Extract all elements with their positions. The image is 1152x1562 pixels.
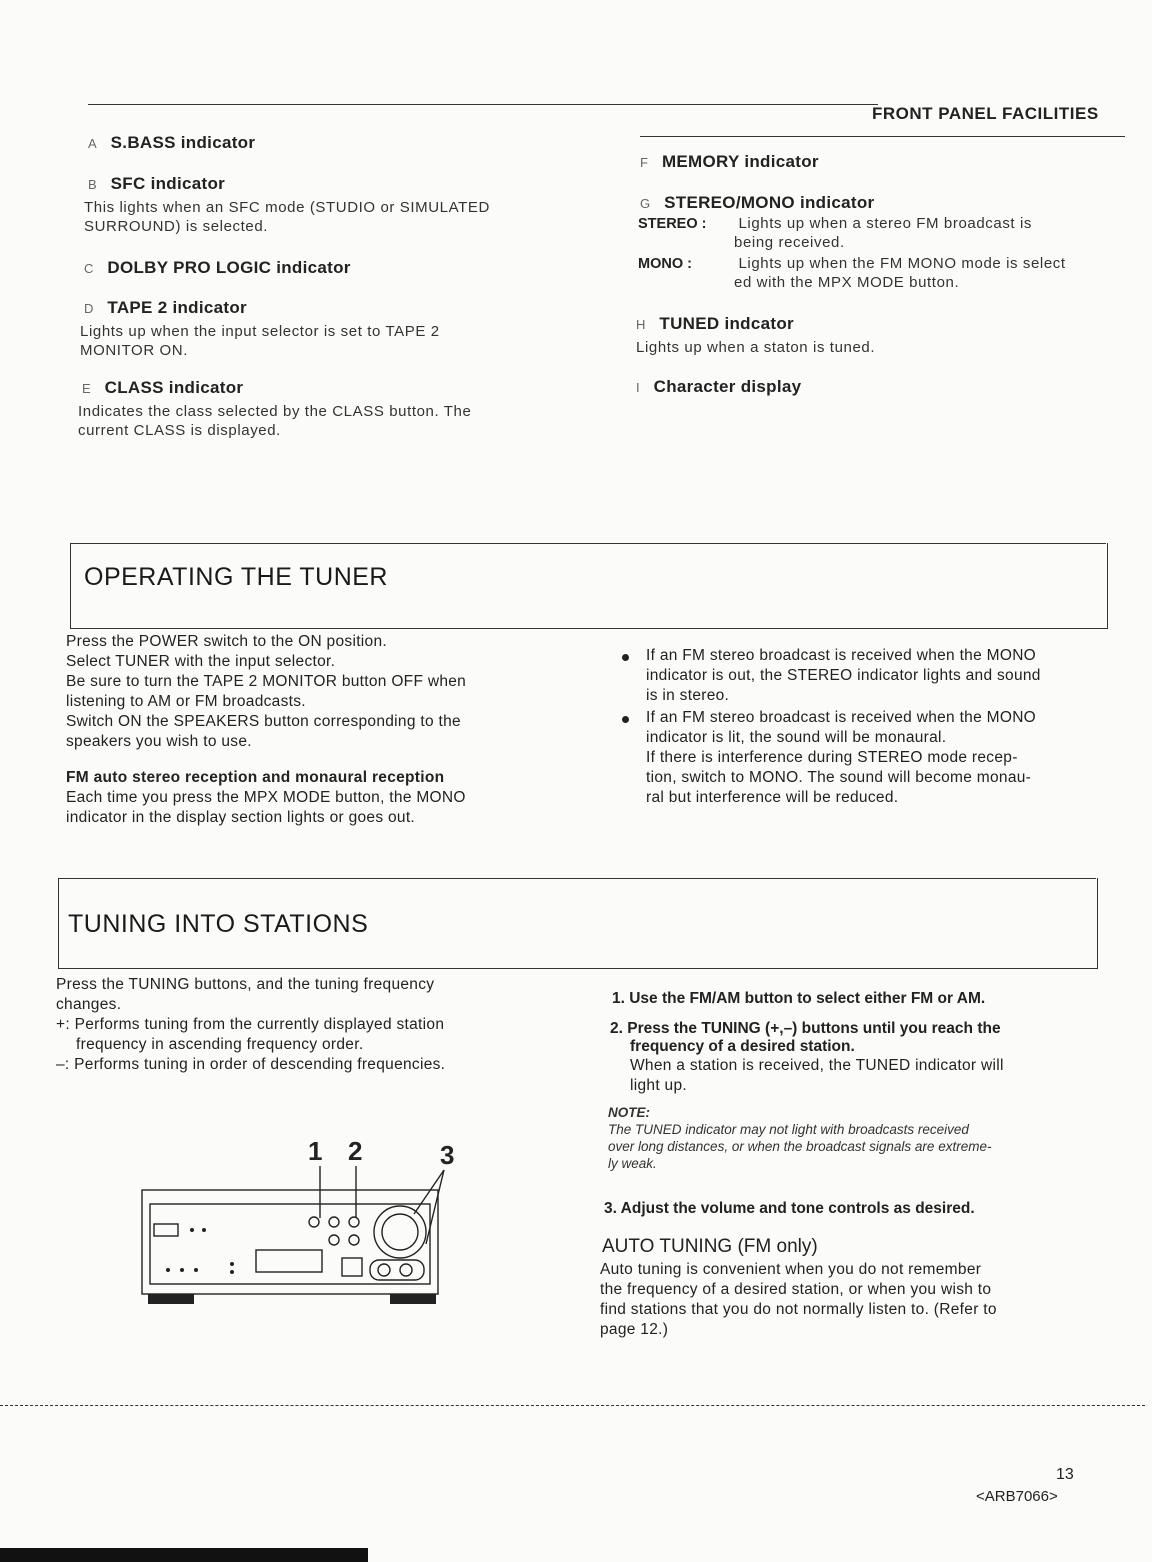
indicator-f <box>640 152 819 172</box>
stereo-row <box>638 214 1128 252</box>
indicator-mark: G <box>640 196 651 211</box>
mono-row <box>638 254 1138 292</box>
indicator-title: MEMORY indicator <box>661 152 819 171</box>
indicator-title: STEREO/MONO indicator <box>664 193 875 212</box>
text-line: indicator is out, the STEREO indicator lights and sound <box>646 667 1041 684</box>
step-2 <box>610 1020 1100 1096</box>
document-code: <ARB7066> <box>976 1488 1058 1505</box>
mono-text-line: ed with the MPX MODE button. <box>734 274 960 291</box>
receiver-illustration <box>138 1160 448 1310</box>
indicator-b <box>84 174 588 236</box>
plus-line-cont: frequency in ascending frequency order. <box>76 1036 364 1053</box>
indicator-mark: D <box>84 301 94 316</box>
text-line: Press the TUNING buttons, and the tuning frequency <box>56 976 435 993</box>
page-header-title: FRONT PANEL FACILITIES <box>872 104 1099 123</box>
indicator-body-line: MONITOR ON. <box>80 342 188 359</box>
note-label: NOTE: <box>608 1105 650 1120</box>
stereo-text-line: being received. <box>734 234 845 251</box>
text-line: page 12.) <box>600 1321 669 1338</box>
indicator-body-line: current CLASS is displayed. <box>78 422 281 439</box>
mono-label: MONO : <box>638 256 692 272</box>
indicator-mark: E <box>82 381 91 396</box>
section2-left-text <box>56 975 556 1075</box>
text-line: the frequency of a desired station, or when you wish to <box>600 1281 992 1298</box>
indicator-title: CLASS indicator <box>104 378 244 397</box>
indicator-mark: F <box>640 155 648 170</box>
indicator-c <box>84 258 351 278</box>
text-line: If an FM stereo broadcast is received when the MONO <box>646 647 1037 664</box>
mono-text-line: Lights up when the FM MONO mode is select <box>738 255 1066 272</box>
note-line: over long distances, or when the broadcast signals are extreme- <box>608 1139 992 1154</box>
text-line: changes. <box>56 996 122 1013</box>
bullet-dot <box>622 716 629 723</box>
text-line: indicator in the display section lights or goes out. <box>66 809 416 826</box>
plus-line: +: Performs tuning from the currently displayed station <box>56 1016 445 1033</box>
step-3: 3. Adjust the volume and tone controls as desired. <box>604 1200 975 1217</box>
step-2-line: frequency of a desired station. <box>630 1038 855 1055</box>
scan-edge-shadow <box>0 1548 368 1562</box>
note-line: The TUNED indicator may not light with broadcasts received <box>608 1122 969 1137</box>
indicator-body-line: This lights when an SFC mode (STUDIO or SIMULATED <box>84 199 490 216</box>
text-line: tion, switch to MONO. The sound will become monau- <box>646 769 1032 786</box>
figure-label-3: 3 <box>440 1140 455 1170</box>
auto-tuning-title: AUTO TUNING (FM only) <box>602 1236 818 1257</box>
indicator-body-line: Lights up when the input selector is set to TAPE 2 <box>80 323 440 340</box>
text-line: indicator is lit, the sound will be monaural. <box>646 729 947 746</box>
indicator-body-line: Lights up when a staton is tuned. <box>636 339 876 356</box>
indicator-i <box>636 377 801 397</box>
indicator-d <box>80 298 584 360</box>
indicator-body-line: SURROUND) is selected. <box>84 218 269 235</box>
section1-title: OPERATING THE TUNER <box>84 563 388 591</box>
text-line: find stations that you do not normally listen to. (Refer to <box>600 1301 997 1318</box>
text-line: Press the POWER switch to the ON position. <box>66 633 387 650</box>
text-line: is in stereo. <box>646 687 730 704</box>
step-2-text: When a station is received, the TUNED indicator will <box>630 1057 1004 1074</box>
indicator-mark: I <box>636 380 640 395</box>
stereo-label: STEREO : <box>638 216 707 232</box>
step-2-line: 2. Press the TUNING (+,–) buttons until you reach the <box>610 1020 1001 1037</box>
text-line: ral but interference will be reduced. <box>646 789 899 806</box>
text-line: If there is interference during STEREO mode recep- <box>646 749 1018 766</box>
text-line: If an FM stereo broadcast is received when the MONO <box>646 709 1037 726</box>
text-line: Switch ON the SPEAKERS button corresponding to the <box>66 713 461 730</box>
text-line: listening to AM or FM broadcasts. <box>66 693 306 710</box>
header-rule-bottom <box>640 136 1125 137</box>
indicator-mark: H <box>636 317 646 332</box>
minus-line: –: Performs tuning in order of descending frequencies. <box>56 1056 446 1073</box>
indicator-e <box>78 378 582 440</box>
indicator-title: DOLBY PRO LOGIC indicator <box>107 258 351 277</box>
auto-tuning-text <box>600 1260 1100 1340</box>
step-1: 1. Use the FM/AM button to select either FM or AM. <box>612 990 986 1007</box>
indicator-mark: B <box>88 177 97 192</box>
bullet-dot <box>622 654 629 661</box>
indicator-g <box>640 193 1130 213</box>
indicator-title: TAPE 2 indicator <box>107 298 247 317</box>
step-2-text: light up. <box>630 1077 687 1094</box>
text-line: speakers you wish to use. <box>66 733 252 750</box>
indicator-title: Character display <box>653 377 802 396</box>
section1-subhead: FM auto stereo reception and monaural reception <box>66 769 445 786</box>
indicator-mark: C <box>84 261 94 276</box>
text-line: Select TUNER with the input selector. <box>66 653 336 670</box>
note-line: ly weak. <box>608 1156 657 1171</box>
text-line: Each time you press the MPX MODE button, the MONO <box>66 789 466 806</box>
footer-rule <box>0 1405 1145 1406</box>
indicator-h <box>636 314 1126 357</box>
text-line: Be sure to turn the TAPE 2 MONITOR button OFF when <box>66 673 467 690</box>
indicator-title: S.BASS indicator <box>110 133 256 152</box>
page-number: 13 <box>1056 1466 1074 1483</box>
section1-bullet-1 <box>646 646 1116 706</box>
section1-bullet-2 <box>646 708 1116 808</box>
figure-label-1: 1 <box>308 1136 323 1166</box>
indicator-a <box>88 133 255 153</box>
indicator-body-line: Indicates the class selected by the CLASS button. The <box>78 403 472 420</box>
indicator-mark: A <box>88 136 97 151</box>
indicator-title: SFC indicator <box>110 174 226 193</box>
section2-title: TUNING INTO STATIONS <box>68 910 369 938</box>
section1-left-text <box>66 632 566 828</box>
indicator-title: TUNED indcator <box>659 314 794 333</box>
note-block <box>608 1104 1108 1172</box>
figure-label-2: 2 <box>348 1136 363 1166</box>
stereo-text-line: Lights up when a stereo FM broadcast is <box>738 215 1032 232</box>
text-line: Auto tuning is convenient when you do not remember <box>600 1261 982 1278</box>
header-rule-top <box>88 104 878 105</box>
